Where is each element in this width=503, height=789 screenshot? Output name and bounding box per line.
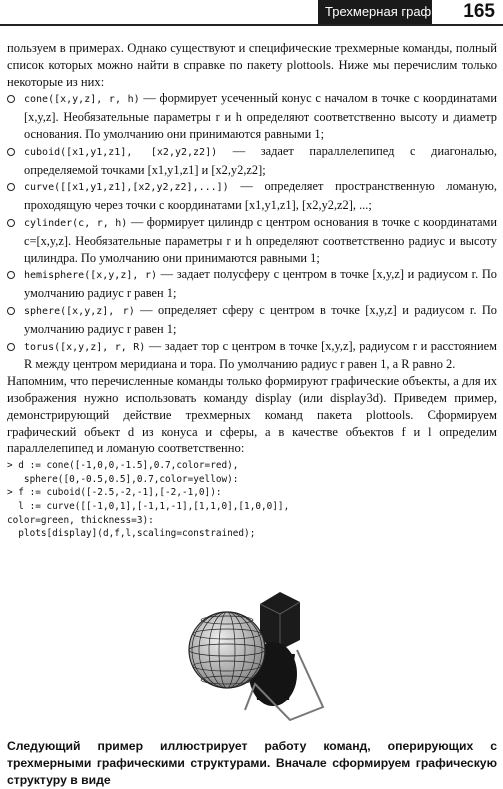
bullet-icon — [7, 148, 15, 156]
command-description: — задает полусферу с центром в точке [x,y,z] и радиусом r. По умолчанию радиус r равен 1; — [24, 267, 497, 301]
3d-plot-figure — [175, 592, 335, 727]
bullet-icon — [7, 95, 15, 103]
code-line: sphere([0,-0.5,0.5],0.7,color=yellow): — [7, 473, 239, 485]
list-item — [7, 302, 497, 338]
command-description: — определяет пространственную ломаную, проходящую через точки с координатами [x1,y1,z1], [x2,y2,z2], ...; — [24, 179, 497, 213]
command-description: — формирует усеченный конус с началом в точке с координатами [x,y,z]. Необязательные параметры r и h определяют соответственно высоту и диаметр основания. По умолчанию они принимаются равными 1; — [24, 91, 497, 141]
command-code: curve([[x1,y1,z1],[x2,y2,z2],...]) — [24, 182, 229, 194]
bullet-icon — [7, 219, 15, 227]
code-line: l := curve([[-1,0,1],[-1,1,-1],[1,1,0],[1,0,0]], — [7, 500, 290, 512]
bullet-icon — [7, 307, 15, 315]
list-item — [7, 178, 497, 214]
command-code: hemisphere([x,y,z], r) — [24, 270, 158, 282]
list-item — [7, 338, 497, 374]
code-line: color=green, thickness=3): — [7, 514, 154, 526]
command-description: — задает параллелепипед с диагональю, определяемой точками [x1,y1,z1] и [x2,y2,z2]; — [24, 143, 497, 177]
command-code: torus([x,y,z], r, R) — [24, 341, 146, 353]
intro-paragraph: пользуем в примерах. Однако существуют и специфические трехмерные команды, полный список которых можно найти в справке по пакету plottools. Ниже мы перечислим только некоторые из них: — [7, 41, 497, 89]
list-item — [7, 214, 497, 266]
page-number: 165 — [463, 1, 495, 22]
code-line: > f := cuboid([-2.5,-2,-1],[-2,-1,0]): — [7, 487, 222, 499]
header-title: Трехмерная графика — [325, 4, 452, 19]
list-item — [7, 90, 497, 142]
list-item — [7, 143, 497, 179]
command-description: — определяет сферу с центром в точке [x,y,z] и радиусом r. По умолчанию радиус r равен 1; — [24, 302, 497, 336]
running-header — [0, 0, 503, 26]
cuboid-shape — [260, 592, 300, 650]
code-line: > d := cone([-1,0,0,-1.5],0.7,color=red), — [7, 460, 239, 472]
code-listing — [7, 459, 497, 541]
bullet-icon — [7, 271, 15, 279]
footer-paragraph: Следующий пример иллюстрирует работу команд, оперирующих с трехмерными графическими структурами. Вначале сформируем графическую структуру в виде — [7, 739, 497, 787]
page-body — [7, 40, 497, 541]
code-line: plots[display](d,f,l,scaling=constrained); — [7, 528, 256, 540]
bullet-icon — [7, 183, 15, 191]
command-list — [7, 90, 497, 373]
sphere-shape — [189, 612, 265, 688]
plot-illustration — [175, 592, 335, 727]
command-code: cylinder(c, r, h) — [24, 217, 128, 229]
command-description: — формирует цилиндр с центром основания в точке с координатами c=[x,y,z]. Необязательные параметры r и h определяют соответственно радиус и высоту цилиндра. По умолчанию они принимаются равными 1; — [24, 214, 497, 265]
example-paragraph: Напомним, что перечисленные команды только формируют графические объекты, а для их изображения нужно использовать команду display (или display3d). Приведем пример, демонстрирующий действие трехмерных команд пакета plottools. Сформируем графический объект d из конуса и сферы, а в качестве объектов f и l определим параллелепипед и ломаную соответственно: — [7, 374, 497, 456]
command-code: sphere([x,y,z], r) — [24, 305, 135, 317]
command-code: cone([x,y,z], r, h) — [24, 94, 140, 106]
list-item — [7, 266, 497, 302]
bullet-icon — [7, 343, 15, 351]
command-code: cuboid([x1,y1,z1], [x2,y2,z2]) — [24, 146, 218, 158]
command-description: — задает тор с центром в точке [x,y,z], радиусом r и расстоянием R между центром меридиана и тора. По умолчанию радиус r равен 1, а R равно 2. — [24, 338, 497, 372]
